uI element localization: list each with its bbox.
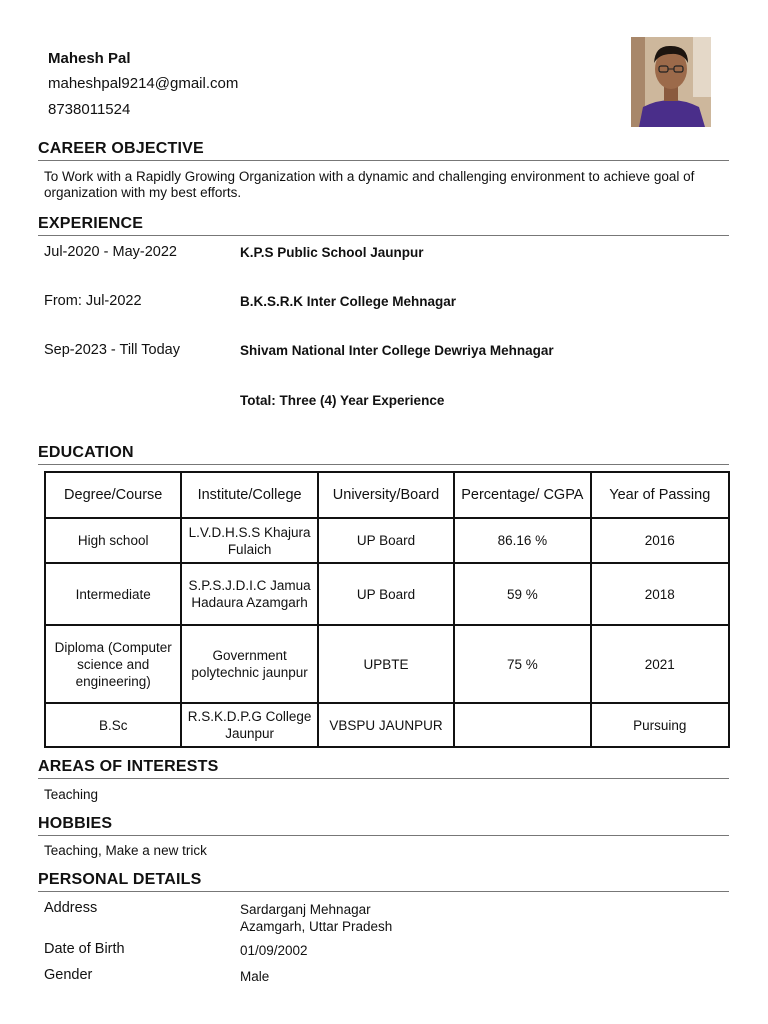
table-row <box>46 626 728 702</box>
table-header-cell: Percentage/ CGPA <box>455 473 589 517</box>
table-row <box>46 519 728 562</box>
experience-org: Shivam National Inter College Dewriya Mehnagar <box>240 343 554 358</box>
areas-of-interests-text: Teaching <box>44 787 99 802</box>
candidate-name: Mahesh Pal <box>48 50 131 67</box>
table-cell: Pursuing <box>592 704 728 746</box>
career-objective-text: To Work with a Rapidly Growing Organization with a dynamic and challenging environment to achieve goal of organization with my best efforts. <box>44 169 695 200</box>
experience-date: From: Jul-2022 <box>44 293 142 309</box>
dob-value: 01/09/2002 <box>240 943 308 958</box>
table-header-cell: Institute/College <box>182 473 316 517</box>
experience-date: Sep-2023 - Till Today <box>44 342 180 358</box>
experience-total: Total: Three (4) Year Experience <box>240 393 445 408</box>
table-cell: 2016 <box>592 519 728 562</box>
areas-of-interests-heading: AREAS OF INTERESTS <box>38 758 729 779</box>
table-header-cell: University/Board <box>319 473 453 517</box>
table-cell: High school <box>46 519 180 562</box>
experience-heading: EXPERIENCE <box>38 215 729 236</box>
table-cell: UPBTE <box>319 626 453 702</box>
table-cell: UP Board <box>319 519 453 562</box>
table-cell: 86.16 % <box>455 519 589 562</box>
table-cell: R.S.K.D.P.G College Jaunpur <box>182 704 316 746</box>
experience-date: Jul-2020 - May-2022 <box>44 244 177 260</box>
table-cell: Diploma (Computer science and engineering) <box>46 626 180 702</box>
table-header-row <box>46 473 728 517</box>
education-heading: EDUCATION <box>38 444 729 465</box>
hobbies-heading: HOBBIES <box>38 815 729 836</box>
table-cell: 2021 <box>592 626 728 702</box>
table-cell: Government polytechnic jaunpur <box>182 626 316 702</box>
table-header-cell: Year of Passing <box>592 473 728 517</box>
table-cell: S.P.S.J.D.I.C Jamua Hadaura Azamgarh <box>182 564 316 624</box>
table-cell: 59 % <box>455 564 589 624</box>
personal-details-heading: PERSONAL DETAILS <box>38 871 729 892</box>
address-label: Address <box>44 900 98 916</box>
table-header-cell: Degree/Course <box>46 473 180 517</box>
table-cell: Intermediate <box>46 564 180 624</box>
experience-org: B.K.S.R.K Inter College Mehnagar <box>240 294 457 309</box>
candidate-email: maheshpal9214@gmail.com <box>48 75 239 92</box>
dob-label: Date of Birth <box>44 941 125 957</box>
education-table <box>44 471 730 748</box>
table-cell: VBSPU JAUNPUR <box>319 704 453 746</box>
career-objective-heading: CAREER OBJECTIVE <box>38 140 729 161</box>
gender-label: Gender <box>44 967 93 983</box>
table-cell: 2018 <box>592 564 728 624</box>
table-cell: B.Sc <box>46 704 180 746</box>
table-cell: UP Board <box>319 564 453 624</box>
address-line-2: Azamgarh, Uttar Pradesh <box>240 919 393 934</box>
table-cell: L.V.D.H.S.S Khajura Fulaich <box>182 519 316 562</box>
experience-org: K.P.S Public School Jaunpur <box>240 245 424 260</box>
address-line-1: Sardarganj Mehnagar <box>240 902 371 917</box>
profile-photo <box>631 37 711 127</box>
gender-value: Male <box>240 969 270 984</box>
candidate-phone: 8738011524 <box>48 101 131 118</box>
table-cell: 75 % <box>455 626 589 702</box>
table-row <box>46 564 728 624</box>
hobbies-text: Teaching, Make a new trick <box>44 843 207 858</box>
table-row <box>46 704 728 746</box>
table-cell <box>455 704 589 746</box>
